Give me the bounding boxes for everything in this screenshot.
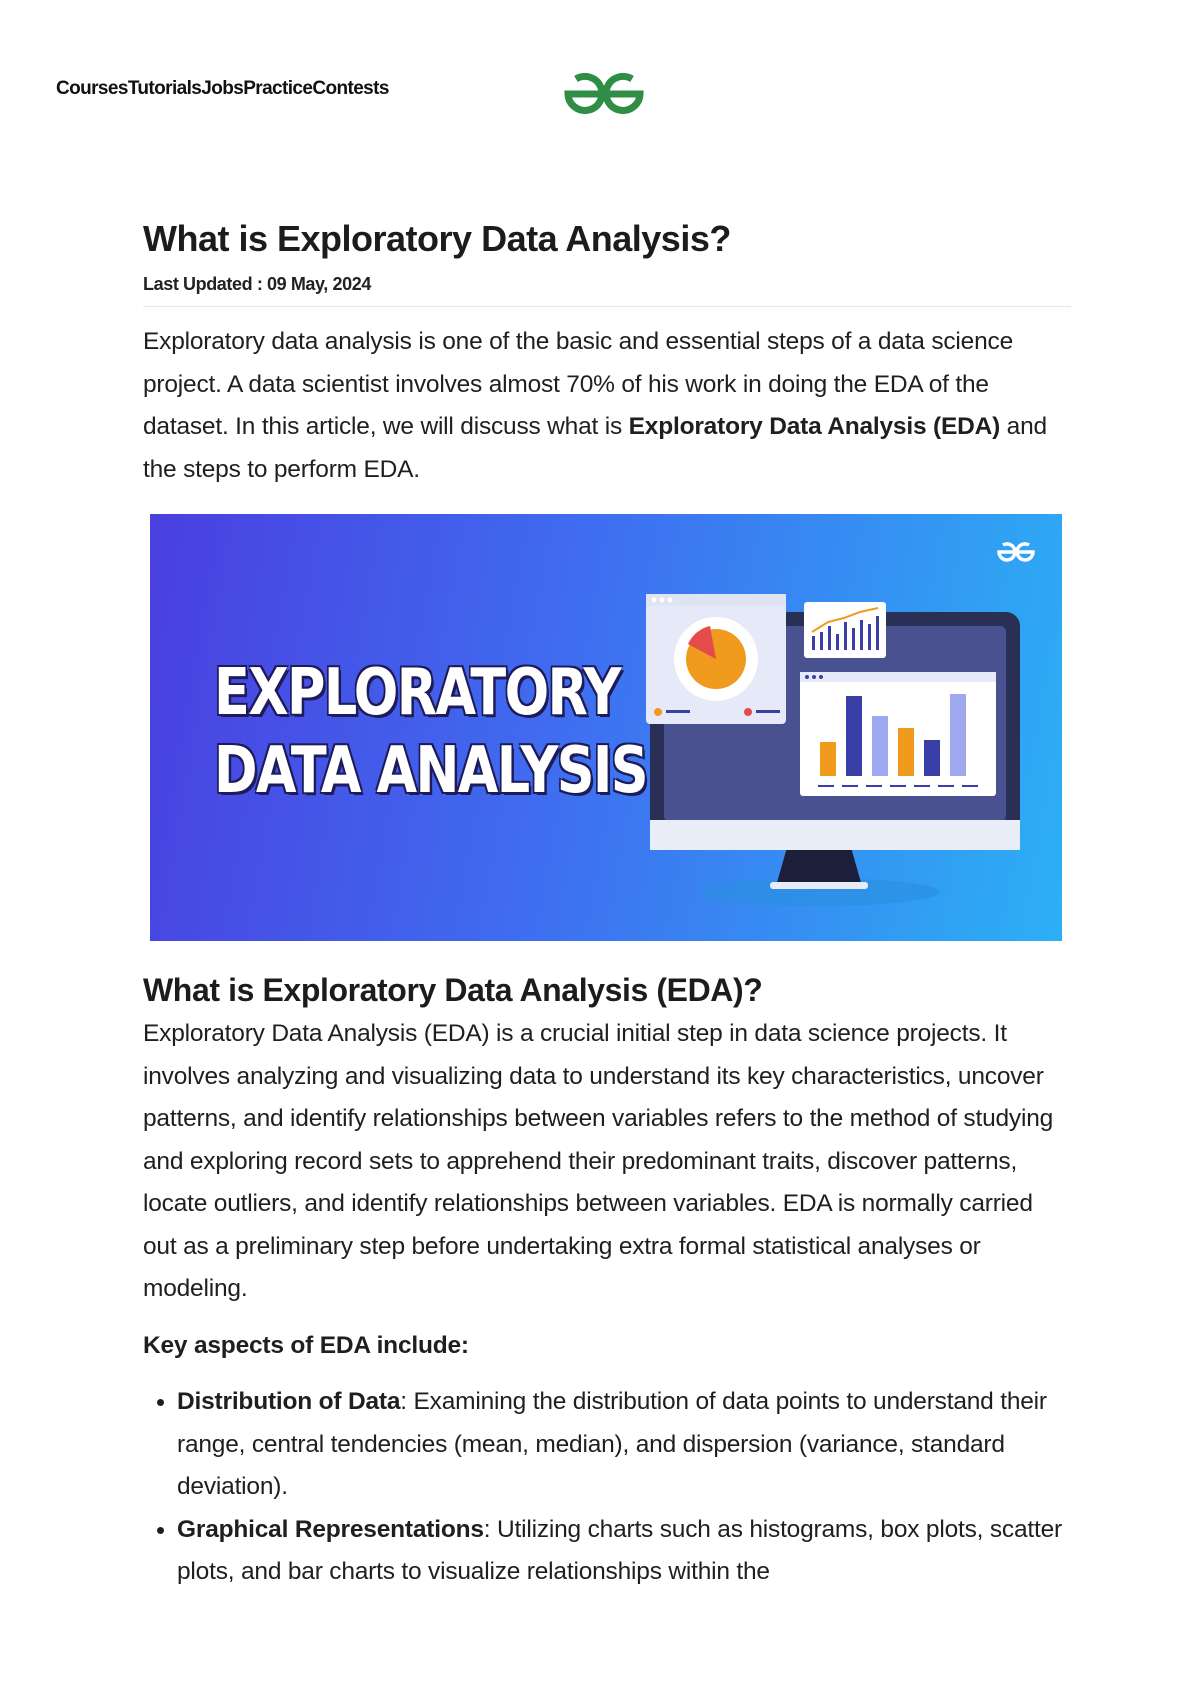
bullet-term: Graphical Representations (177, 1515, 484, 1543)
bullet-text: : Utilizing charts such as histograms, box plots, scatter plots, and bar charts to visualize relationships within the (177, 1515, 1062, 1585)
nav-practice[interactable]: Practice (243, 78, 313, 99)
intro-text-2: and the steps to perform EDA. (143, 413, 1047, 483)
intro-text-1: Exploratory data analysis is one of the basic and essential steps of a data science project. A data scientist involves almost 70% of his work in doing the EDA of the dataset. In this article, we will discuss what is (143, 328, 1014, 440)
page-title: What is Exploratory Data Analysis? (143, 218, 731, 259)
article (143, 218, 1071, 491)
key-aspects-list (143, 1381, 1071, 1594)
top-nav (56, 78, 389, 100)
eda-banner-image (150, 514, 1062, 941)
bullet-text: : Examining the distribution of data points to understand their range, central tendencies (mean, median), and dispersion (variance, standard deviation). (177, 1388, 1047, 1500)
nav-contests[interactable]: Contests (312, 78, 389, 99)
last-updated: Last Updated : 09 May, 2024 (143, 274, 371, 294)
nav-courses[interactable]: Courses (56, 78, 128, 99)
banner-title (214, 654, 647, 810)
intro-paragraph (143, 321, 1071, 491)
list-item (177, 1381, 1071, 1509)
banner-title-line-2: DATA ANALYSIS (214, 734, 647, 808)
section-heading: What is Exploratory Data Analysis (EDA)? (143, 972, 763, 1008)
section-body: Exploratory Data Analysis (EDA) is a crucial initial step in data science projects. It involves analyzing and visualizing data to understand its key characteristics, uncover patterns, and identify relationships between variables refers to the method of studying and exploring record sets to apprehend their predominant traits, discover patterns, locate outliers, and identify relationships between variables. EDA is normally carried out as a preliminary step before undertaking extra formal statistical analyses or modeling. (143, 1020, 1054, 1302)
divider (143, 306, 1071, 307)
intro-bold: Exploratory Data Analysis (EDA) (628, 413, 1001, 440)
banner-title-line-1: EXPLORATORY (214, 656, 620, 730)
nav-jobs[interactable]: Jobs (201, 78, 244, 99)
gfg-logo-small-icon (999, 544, 1033, 560)
list-item (177, 1509, 1071, 1594)
bullet-term: Distribution of Data (177, 1388, 401, 1415)
nav-tutorials[interactable]: Tutorials (127, 78, 202, 99)
gfg-logo-icon[interactable] (562, 70, 646, 116)
eda-section (143, 972, 1071, 1594)
key-aspects-label: Key aspects of EDA include: (143, 1331, 469, 1359)
